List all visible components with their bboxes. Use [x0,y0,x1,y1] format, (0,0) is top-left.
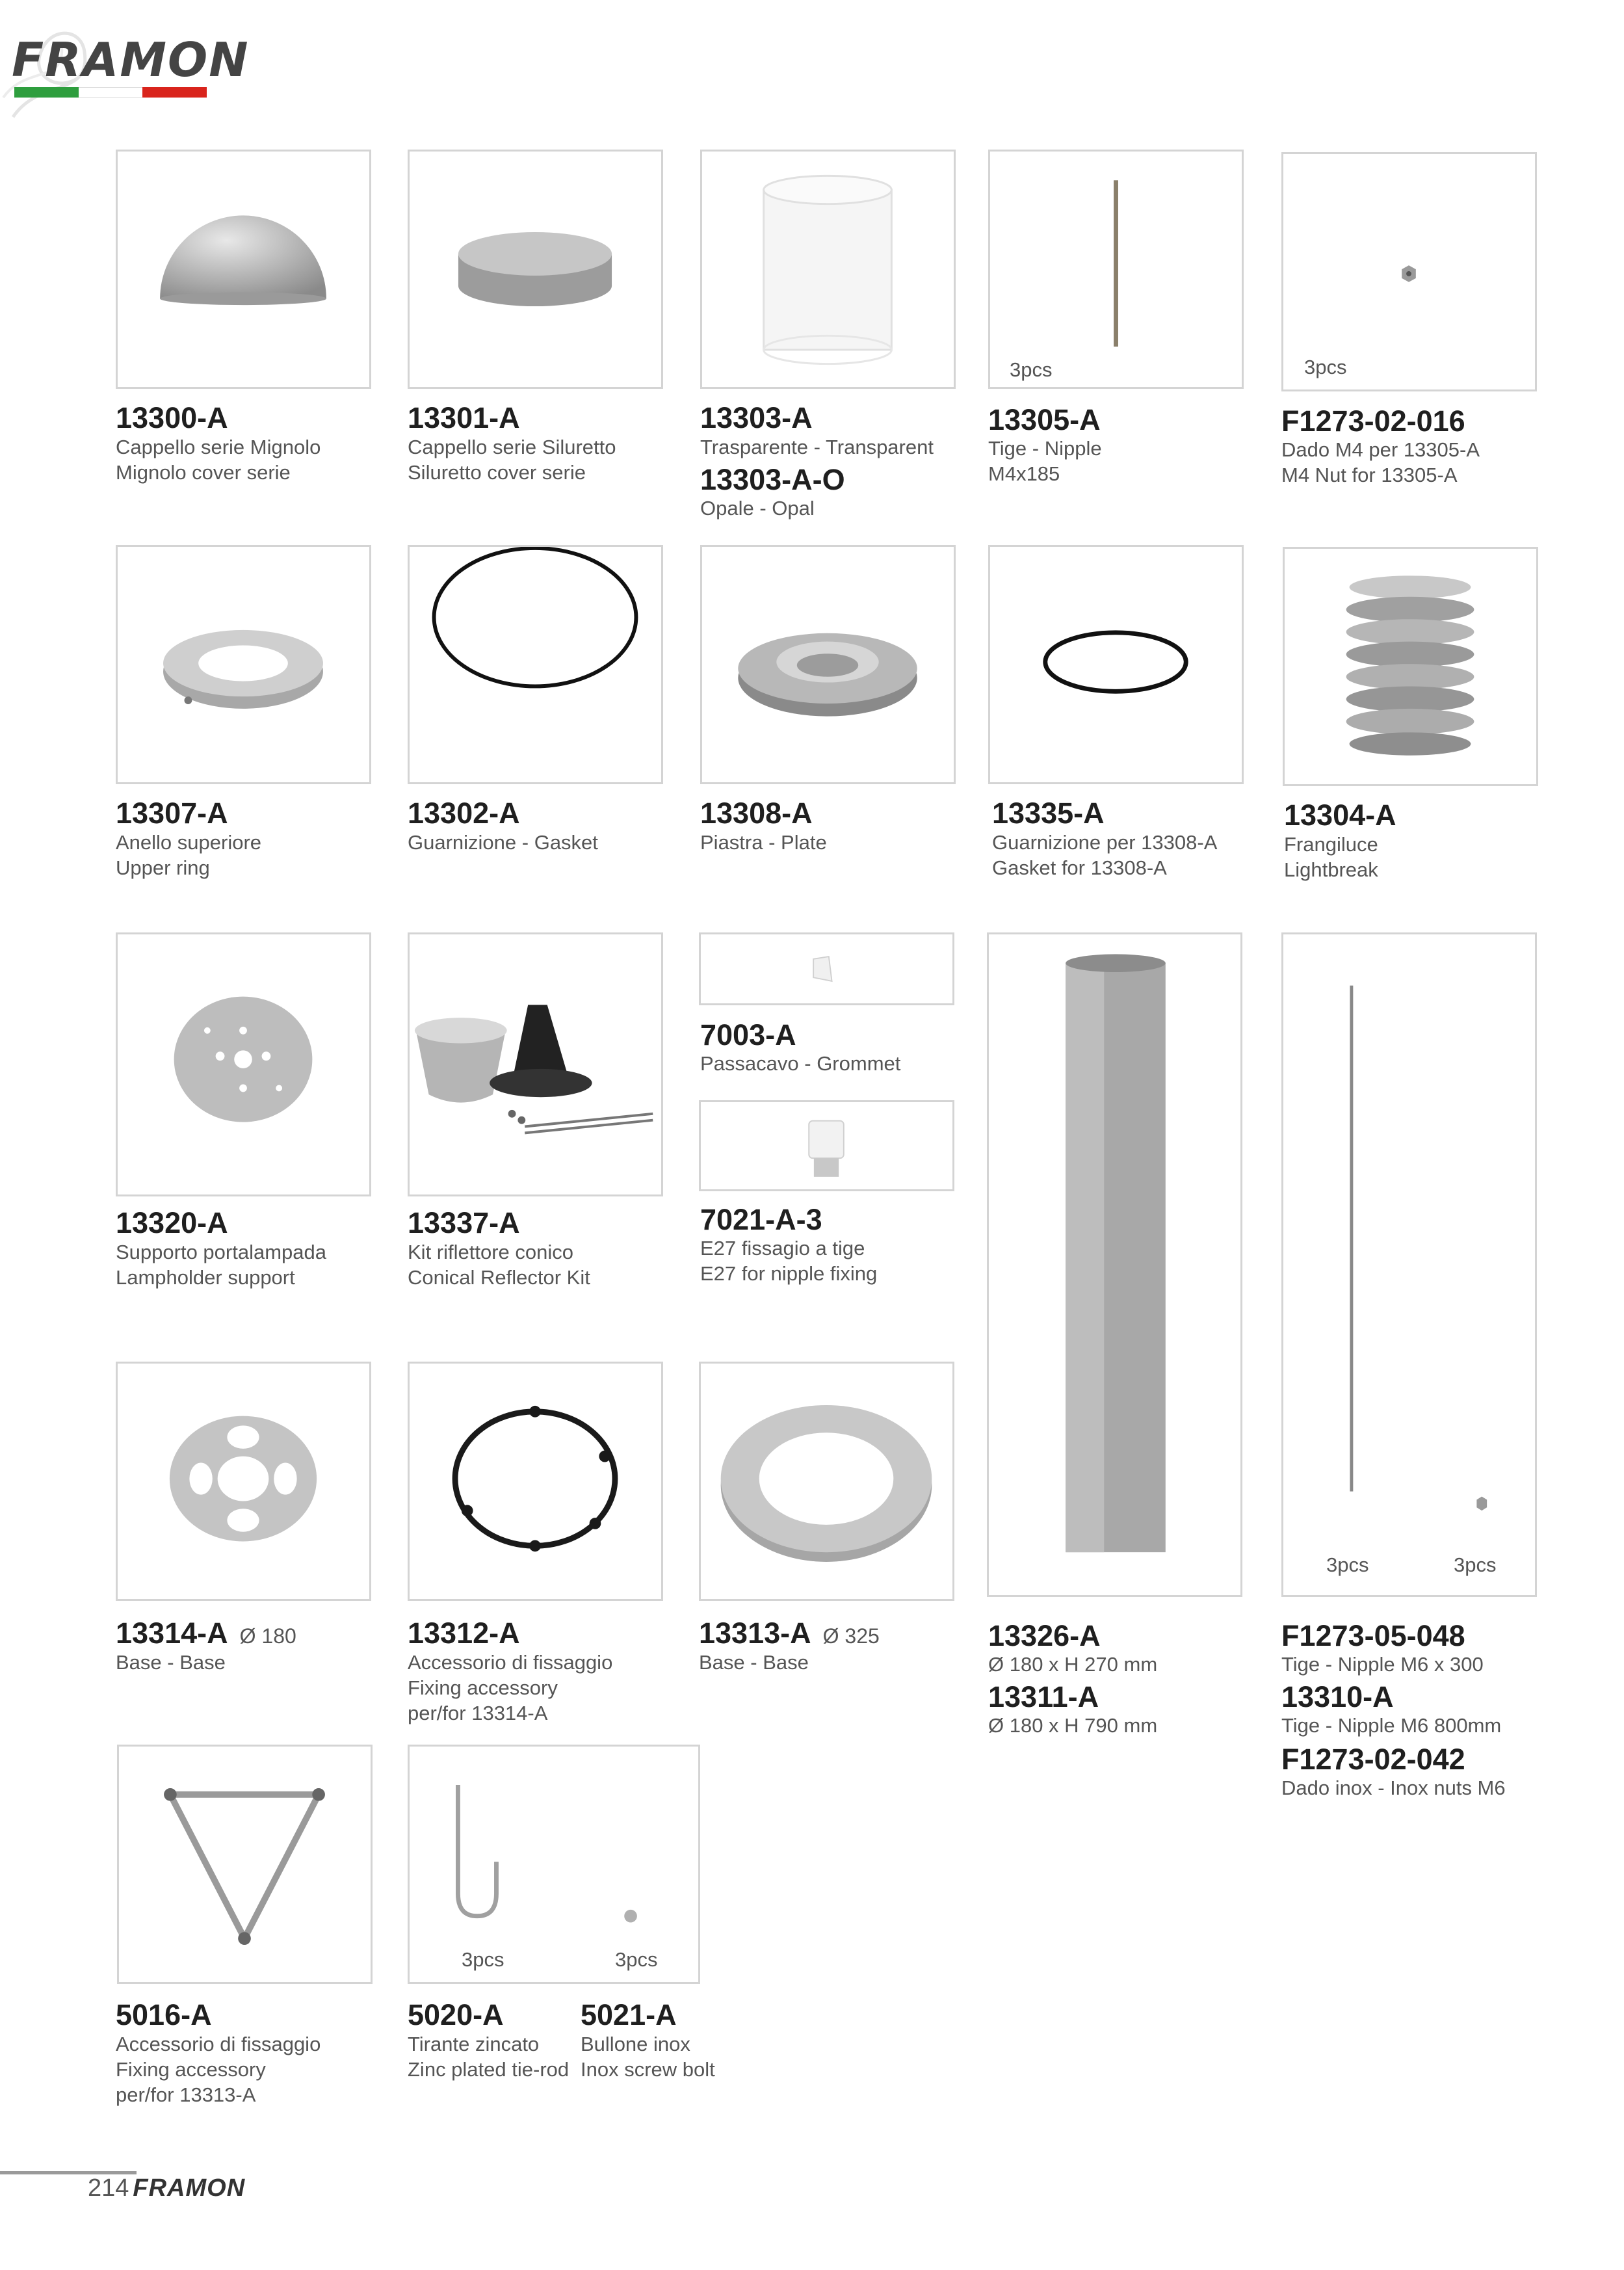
product-code: 13301-A [408,401,520,434]
description-line: Mignolo cover serie [116,461,291,484]
product-code: F1273-02-042 [1281,1743,1465,1776]
nut-image [1283,154,1535,389]
description-line: Gasket for 13308-A [992,856,1167,879]
product-code: 7003-A [700,1018,796,1051]
product-image-box [987,932,1242,1597]
description-line: Lightbreak [1284,858,1378,881]
description-line: Ø 180 x H 270 mm [988,1653,1158,1676]
quantity-label: 3pcs [1454,1553,1497,1576]
product-image-box [700,150,956,389]
product-code: 13335-A [992,797,1105,830]
product-description [992,830,1217,880]
quantity-label: 3pcs [1304,356,1347,378]
tube-image [989,934,1240,1595]
description-line: Fixing accessory [408,1676,558,1699]
product-image-box [117,1745,373,1984]
lightbreak-louvre-image [1285,549,1536,784]
description-line: Cappello serie Siluretto [408,436,616,458]
product-image-box [116,150,371,389]
product-image-box [116,932,371,1196]
product-code: 13305-A [988,403,1101,436]
description-line: Upper ring [116,856,210,879]
product-description [408,434,616,485]
product-code [116,1617,296,1650]
e27-lampholder-image [701,1102,952,1189]
product-code: 5021-A [581,1998,677,2031]
long-nipple-rod-image [1283,934,1535,1595]
description-line: Trasparente - Transparent [700,436,934,458]
product-code: F1273-05-048 [1281,1619,1465,1652]
product-code: 13308-A [700,797,813,830]
product-image-box [408,932,663,1196]
product-image-box [699,1362,954,1601]
description-line: Passacavo - Grommet [700,1052,901,1075]
conical-reflector-kit-image [410,934,661,1194]
dome-cover-image [118,152,369,387]
description-line: per/for 13314-A [408,1702,548,1724]
product-code [699,1617,880,1650]
description-line: Anello superiore [116,831,262,854]
product-description [1284,832,1378,882]
product-image-box [116,1362,371,1601]
product-image-box [408,545,663,784]
product-code: 13307-A [116,797,228,830]
product-code: 13303-A-O [700,463,845,496]
description-line: Supporto portalampada [116,1241,327,1263]
product-description [116,1650,226,1675]
brand-logo [12,33,250,99]
triangle-fixing-accessory-image [119,1747,371,1982]
product-image-box [408,150,663,389]
description-line: Guarnizione - Gasket [408,831,598,854]
plate-image [702,547,954,782]
product-description [408,1650,612,1726]
product-description [581,2031,715,2082]
product-code: 13311-A [988,1680,1099,1713]
product-description [408,1239,590,1290]
description-line: Lampholder support [116,1266,295,1289]
quantity-label: 3pcs [1010,358,1053,381]
description-line: Zinc plated tie-rod [408,2058,570,2081]
product-code: 13320-A [116,1206,228,1239]
product-description [408,2031,569,2082]
gasket-ring-image [410,547,661,782]
product-code: 5020-A [408,1998,504,2031]
product-image-box [408,1362,663,1601]
glass-cylinder-image [702,152,954,387]
product-code: 13304-A [1284,798,1396,832]
product-code: 13312-A [408,1617,520,1650]
product-code: 7021-A-3 [700,1203,822,1236]
diameter-label: Ø 325 [822,1624,880,1648]
description-line: Tige - Nipple M6 x 300 [1281,1653,1484,1676]
description-line: Inox screw bolt [581,2058,715,2081]
product-image-box [116,545,371,784]
flag-white-stripe [79,87,143,98]
diameter-label: Ø 180 [239,1624,296,1648]
brand-logo-wordmark: FRAMON [12,33,250,87]
product-description [700,830,827,855]
page-footer [88,2174,245,2202]
product-code: 13303-A [700,401,813,434]
product-code: F1273-02-016 [1281,404,1465,438]
fixing-ring-accessory-image [410,1364,661,1599]
description-line: Accessorio di fissaggio [408,1651,613,1674]
product-description [1281,1652,1484,1677]
product-description [116,1239,326,1290]
description-line: Dado inox - Inox nuts M6 [1281,1776,1506,1799]
quantity-label: 3pcs [462,1948,504,1971]
product-description [700,1235,877,1286]
description-line: Siluretto cover serie [408,461,586,484]
description-line: Frangiluce [1284,833,1378,856]
product-description [1281,1775,1506,1801]
lampholder-support-plate-image [118,934,369,1194]
brand-flag-stripe [14,87,207,98]
grommet-image [701,934,952,1003]
product-code: 13337-A [408,1206,520,1239]
footer-brand: FRAMON [133,2174,246,2202]
product-description [699,1650,809,1675]
description-line: Opale - Opal [700,497,815,520]
product-description [1281,437,1480,488]
description-line: Ø 180 x H 790 mm [988,1714,1158,1737]
description-line: Kit riflettore conico [408,1241,573,1263]
product-description [988,1713,1157,1738]
description-line: Base - Base [699,1651,809,1674]
product-description [116,2031,321,2107]
product-image-box [699,1100,954,1191]
gasket-image [990,547,1242,782]
description-line: Tige - Nipple M6 800mm [1281,1714,1502,1737]
product-code: 13326-A [988,1619,1101,1652]
tie-rod-and-bolt-image [410,1747,698,1982]
flag-green-stripe [14,87,79,98]
product-code: 13310-A [1281,1680,1394,1713]
quantity-label: 3pcs [1326,1553,1369,1576]
description-line: per/for 13313-A [116,2083,256,2106]
base-ring-180-image [118,1364,369,1599]
product-description [700,1051,900,1076]
description-line: Guarnizione per 13308-A [992,831,1218,854]
description-line: Tirante zincato [408,2033,540,2055]
description-line: Accessorio di fissaggio [116,2033,321,2055]
product-image-box [1283,547,1538,786]
description-line: Piastra - Plate [700,831,827,854]
product-description [1281,1713,1501,1738]
product-code-text: 13314-A [116,1617,228,1650]
description-line: E27 for nipple fixing [700,1262,878,1285]
description-line: M4x185 [988,462,1060,485]
description-line: Bullone inox [581,2033,690,2055]
product-description [700,434,934,460]
base-ring-325-image [701,1364,952,1599]
description-line: Fixing accessory [116,2058,266,2081]
flag-red-stripe [142,87,207,98]
product-image-box [988,545,1244,784]
quantity-label: 3pcs [615,1948,658,1971]
description-line: Cappello serie Mignolo [116,436,321,458]
description-line: M4 Nut for 13305-A [1281,464,1458,486]
product-description [116,434,321,485]
description-line: Conical Reflector Kit [408,1266,590,1289]
description-line: E27 fissagio a tige [700,1237,865,1260]
product-code: 13302-A [408,797,520,830]
flat-cap-image [410,152,661,387]
product-code-text: 13313-A [699,1617,811,1650]
page-number: 214 [88,2174,129,2202]
product-image-box [408,1745,700,1984]
product-description [988,1652,1157,1677]
description-line: Tige - Nipple [988,437,1102,460]
product-code: 5016-A [116,1998,212,2031]
nipple-rod-image [990,152,1242,387]
description-line: Dado M4 per 13305-A [1281,438,1480,461]
product-code: 13300-A [116,401,228,434]
product-description [700,495,815,521]
product-description [988,436,1102,486]
product-image-box [1281,152,1537,391]
upper-ring-image [118,547,369,782]
product-description [408,830,598,855]
description-line: Base - Base [116,1651,226,1674]
product-description [116,830,261,880]
product-image-box [699,932,954,1005]
product-image-box [988,150,1244,389]
product-image-box [700,545,956,784]
product-image-box [1281,932,1537,1597]
